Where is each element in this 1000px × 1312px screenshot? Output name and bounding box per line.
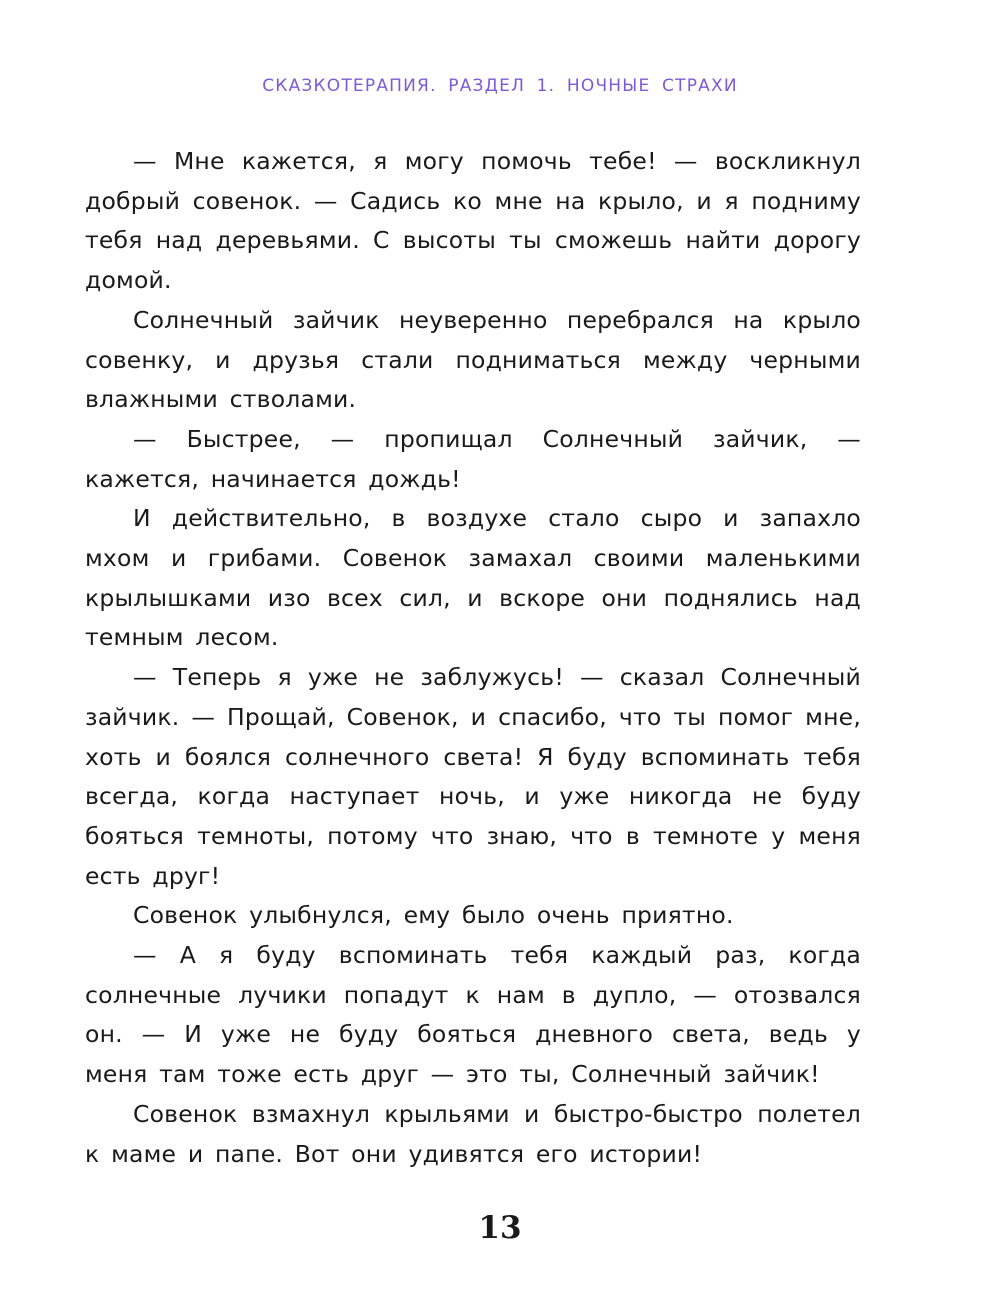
running-head: СКАЗКОТЕРАПИЯ. РАЗДЕЛ 1. НОЧНЫЕ СТРАХИ	[262, 76, 738, 96]
page-number: 13	[478, 1210, 522, 1246]
paragraph-5: — Теперь я уже не заблужусь! — сказал Солнечный зайчик. — Прощай, Совенок, и спасибо, что ты помог мне, хоть и боялся солнечного света! Я буду вспоминать тебя всегда, когда наступает ночь, и уже никогда не буду бояться темноты, потому что знаю, что в темноте у меня есть друг!	[85, 663, 861, 890]
paragraph-6: Совенок улыбнулся, ему было очень приятно.	[133, 901, 734, 930]
paragraph-8: Совенок взмахнул крыльями и быстро-быстро полетел к маме и папе. Вот они удивятся его истории!	[85, 1099, 861, 1168]
paragraph-3: — Быстрее, — пропищал Солнечный зайчик, — кажется, начинается дождь!	[85, 424, 861, 493]
paragraph-1: — Мне кажется, я могу помочь тебе! — воскликнул добрый совенок. — Садись ко мне на крыло, и я подниму тебя над деревьями. С высоты ты сможешь найти дорогу домой.	[85, 147, 861, 295]
paragraph-7: — А я буду вспоминать тебя каждый раз, когда солнечные лучики попадут к нам в дупло, — отозвался он. — И уже не буду бояться дневного света, ведь у меня там тоже есть друг — это ты, Солнечный зайчик!	[85, 941, 861, 1089]
body-text	[85, 142, 861, 1174]
paragraph-2: Солнечный зайчик неуверенно перебрался на крыло совенку, и друзья стали подниматься между черными влажными стволами.	[85, 305, 861, 414]
paragraph-4: И действительно, в воздухе стало сыро и запахло мхом и грибами. Совенок замахал своими маленькими крылышками изо всех сил, и вскоре они поднялись над темным лесом.	[85, 504, 861, 652]
